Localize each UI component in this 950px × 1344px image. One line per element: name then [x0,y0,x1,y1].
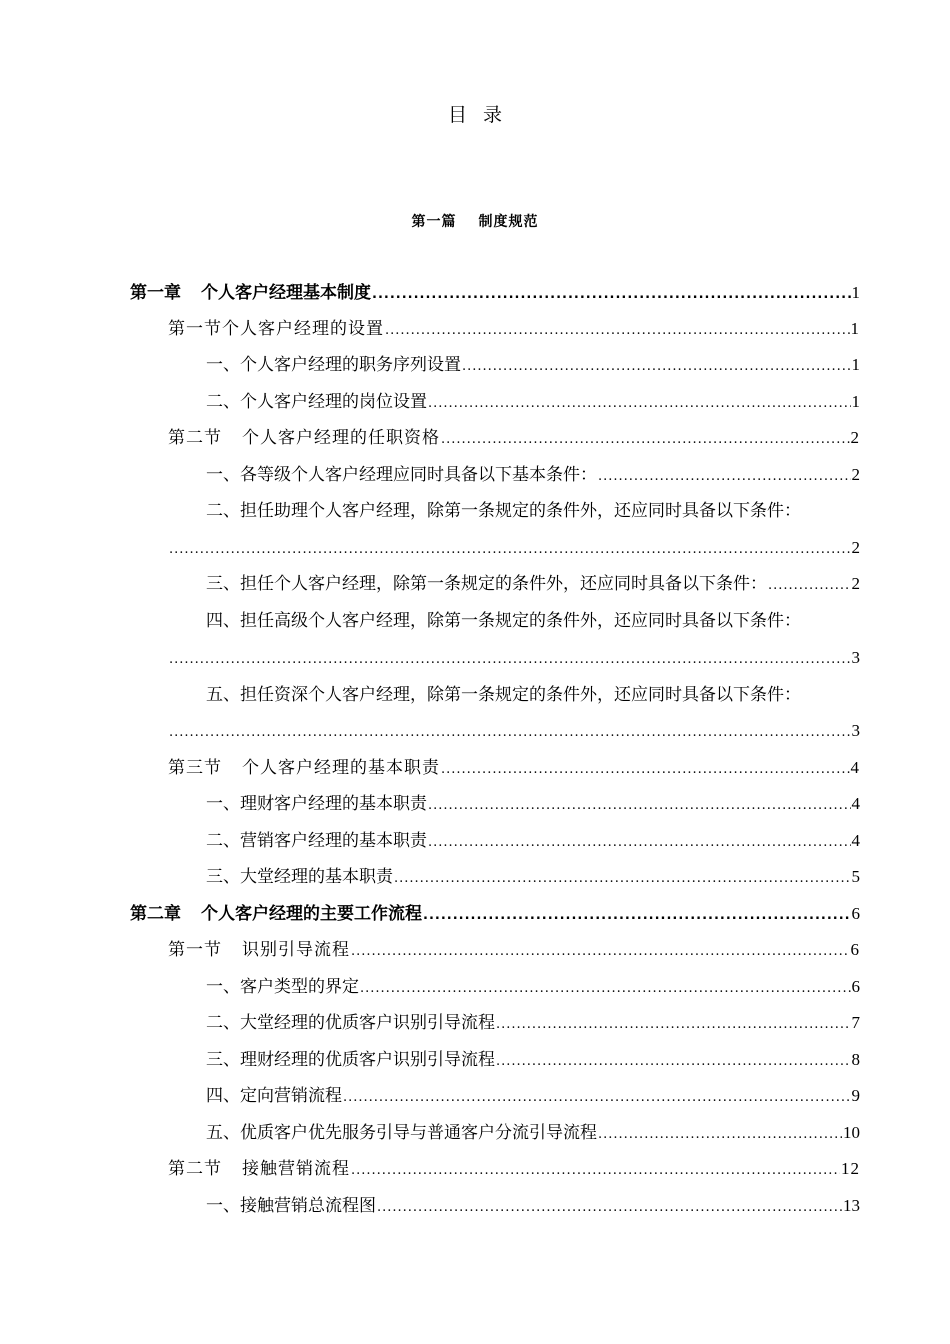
leader-dots [351,1160,840,1182]
page-number: 2 [851,538,860,557]
page-number: 6 [851,977,860,996]
page-number: 5 [851,867,860,886]
page-number: 3 [851,721,860,740]
chapter-label: 第一章 [130,283,181,303]
leader-dots [441,759,850,781]
page-number: 2 [851,465,860,484]
leader-dots [385,320,850,342]
section-title: 个人客户经理的任职资格 [242,428,440,448]
toc-item[interactable] [206,391,860,415]
page-number: 4 [851,831,860,850]
page-number: 12 [841,1159,860,1178]
toc-section-1-1[interactable] [168,318,860,342]
toc-item-wrapped-text[interactable]: 二、担任助理个人客户经理，除第一条规定的条件外，还应同时具备以下条件： [206,501,801,521]
part-label: 第一篇 [411,214,457,230]
item-title: 一、各等级个人客户经理应同时具备以下基本条件： [206,465,597,485]
toc-item[interactable] [206,976,860,1000]
part-title: 制度规范 [478,214,539,230]
item-title: 三、大堂经理的基本职责 [206,867,393,887]
toc-item[interactable] [206,354,860,378]
section-label: 第三节 [168,758,222,778]
leader-dots [428,832,851,854]
toc-chapter-2[interactable] [130,903,860,927]
toc-title: 目录 [447,104,518,126]
toc-item-continuation[interactable] [168,720,860,744]
toc-item[interactable] [206,1085,860,1109]
item-title: 二、营销客户经理的基本职责 [206,831,427,851]
section-title: 第一节个人客户经理的设置 [168,319,384,339]
chapter-title: 个人客户经理基本制度 [201,283,371,303]
leader-dots [360,978,851,1000]
item-title: 三、担任个人客户经理，除第一条规定的条件外，还应同时具备以下条件： [206,574,767,594]
item-title: 三、理财经理的优质客户识别引导流程 [206,1050,495,1070]
page-number: 8 [851,1050,860,1069]
part-heading [0,211,950,231]
toc-item-wrapped-text[interactable]: 四、担任高级个人客户经理，除第一条规定的条件外，还应同时具备以下条件： [206,611,801,631]
leader-dots [423,905,851,927]
page-number: 1 [851,355,860,374]
toc-item[interactable] [206,1195,860,1219]
leader-dots [428,393,851,415]
toc-item[interactable] [206,1122,860,1146]
item-title: 一、个人客户经理的职务序列设置 [206,355,461,375]
section-label: 第一节 [168,940,222,960]
leader-dots [351,941,850,963]
page-number: 3 [851,648,860,667]
toc-item-continuation[interactable] [168,537,860,561]
item-title: 二、个人客户经理的岗位设置 [206,392,427,412]
item-title: 二、大堂经理的优质客户识别引导流程 [206,1013,495,1033]
toc-section-2-1[interactable] [168,939,860,963]
section-label: 第二节 [168,1159,222,1179]
toc-section-2-2[interactable] [168,1158,860,1182]
page-number: 1 [851,283,860,302]
page-number: 2 [850,428,860,447]
page-number: 4 [850,758,860,777]
toc-item[interactable] [206,866,860,890]
leader-dots [428,795,851,817]
leader-dots [169,722,851,744]
toc-item-continuation[interactable] [168,647,860,671]
item-title: 五、优质客户优先服务引导与普通客户分流引导流程 [206,1123,597,1143]
item-title: 一、接触营销总流程图 [206,1196,376,1216]
page-number: 13 [843,1196,860,1215]
page-number: 9 [851,1086,860,1105]
section-title: 识别引导流程 [242,940,350,960]
leader-dots [377,1197,842,1219]
leader-dots [169,649,851,671]
page-number: 10 [843,1123,860,1142]
leader-dots [496,1014,851,1036]
page-number: 4 [851,794,860,813]
section-title: 个人客户经理的基本职责 [242,758,440,778]
toc-chapter-1[interactable] [130,282,860,306]
page-number: 1 [851,392,860,411]
leader-dots [372,284,851,306]
item-title: 一、理财客户经理的基本职责 [206,794,427,814]
toc-item[interactable] [206,793,860,817]
toc-section-1-2[interactable] [168,427,860,451]
leader-dots [441,429,850,451]
leader-dots [462,356,851,378]
toc-item[interactable] [206,830,860,854]
leader-dots [598,466,851,488]
page-number: 7 [851,1013,860,1032]
item-title: 一、客户类型的界定 [206,977,359,997]
toc-item-wrapped-text[interactable]: 五、担任资深个人客户经理，除第一条规定的条件外，还应同时具备以下条件： [206,685,801,705]
leader-dots [768,575,851,597]
leader-dots [169,539,851,561]
toc-section-1-3[interactable] [168,757,860,781]
page-number: 1 [850,319,860,338]
page-number: 6 [850,940,860,959]
toc-item[interactable] [206,1012,860,1036]
leader-dots [598,1124,842,1146]
section-label: 第二节 [168,428,222,448]
leader-dots [394,868,851,890]
page-number: 6 [851,904,860,923]
chapter-label: 第二章 [130,904,181,924]
item-title: 四、定向营销流程 [206,1086,342,1106]
leader-dots [496,1051,851,1073]
leader-dots [343,1087,851,1109]
page-number: 2 [851,574,860,593]
toc-item[interactable] [206,1049,860,1073]
chapter-title: 个人客户经理的主要工作流程 [201,904,422,924]
section-title: 接触营销流程 [242,1159,350,1179]
toc-item[interactable] [206,464,860,488]
toc-item[interactable] [206,573,860,597]
